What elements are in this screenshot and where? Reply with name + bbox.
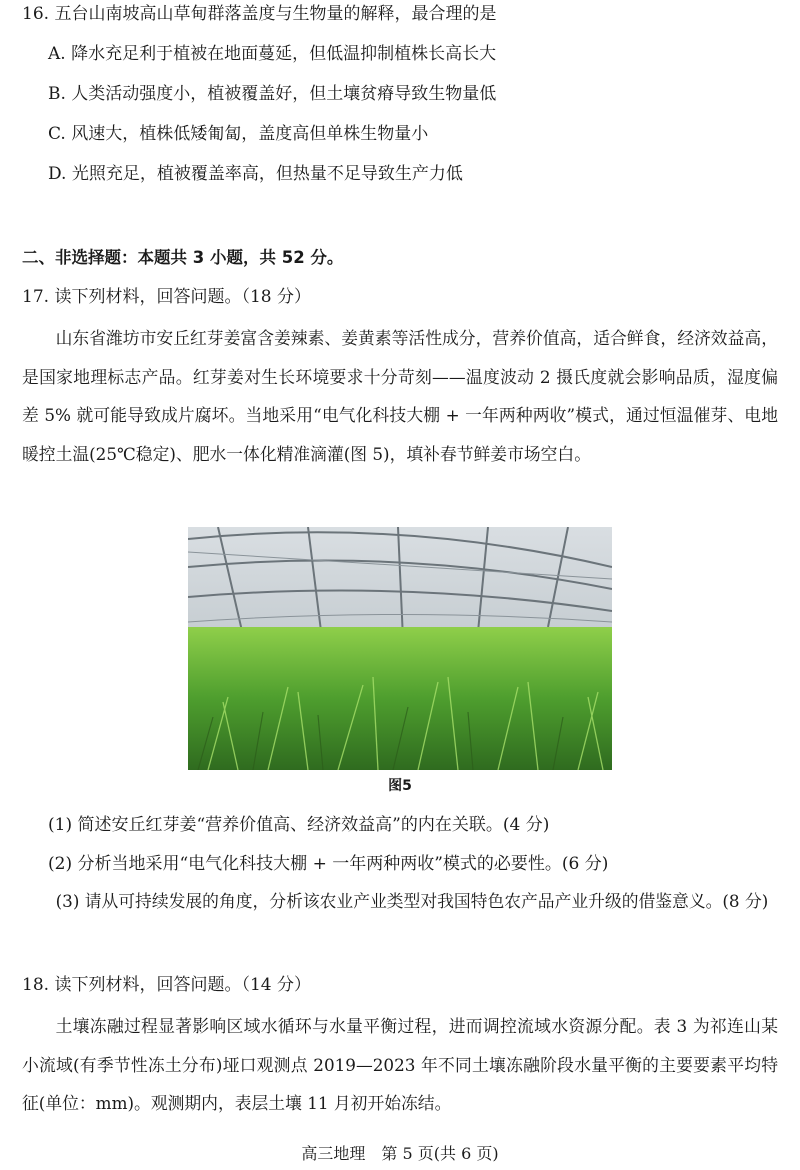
q16-option-a: A. 降水充足利于植被在地面蔓延，但低温抑制植株长高长大 xyxy=(48,44,497,64)
q17-stem: 17. 读下列材料，回答问题。（18 分） xyxy=(22,287,311,307)
q17-question-1: (1) 简述安丘红芽姜“营养价值高、经济效益高”的内在关联。(4 分) xyxy=(48,815,550,835)
q16-option-c: C. 风速大，植株低矮匍匐，盖度高但单株生物量小 xyxy=(48,124,429,144)
page-footer: 高三地理 第 5 页(共 6 页) xyxy=(301,1144,499,1163)
q16-stem: 16. 五台山南坡高山草甸群落盖度与生物量的解释，最合理的是 xyxy=(22,4,497,24)
q16-option-b: B. 人类活动强度小，植被覆盖好，但土壤贫瘠导致生物量低 xyxy=(48,84,497,104)
section-heading: 二、非选择题：本题共 3 小题，共 52 分。 xyxy=(22,248,344,267)
q18-material: 土壤冻融过程显著影响区域水循环与水量平衡过程，进而调控流域水资源分配。表 3 为祁连山某小流域(有季节性冻土分布)垭口观测点 2019—2023 年不同土壤冻融阶段水量平衡的主要要素平均特征(单位：mm)。观测期内，表层土壤 11 月初开始冻结。 xyxy=(22,1016,778,1113)
q17-question-3: (3) 请从可持续发展的角度，分析该农业产业类型对我国特色农产品产业升级的借鉴意义。(8 分) xyxy=(55,891,769,911)
figure-caption: 图5 xyxy=(388,778,412,794)
greenhouse-photo xyxy=(188,527,612,770)
q16-option-d: D. 光照充足，植被覆盖率高，但热量不足导致生产力低 xyxy=(48,164,463,184)
q17-material: 山东省潍坊市安丘红芽姜富含姜辣素、姜黄素等活性成分，营养价值高，适合鲜食，经济效益高，是国家地理标志产品。红芽姜对生长环境要求十分苛刻——温度波动 2 摄氏度就会影响品质，湿度偏差 5% 就可能导致成片腐坏。当地采用“电气化科技大棚 + 一年两种两收”模式，通过恒温催芽、电地暖控土温(25℃稳定)、肥水一体化精准滴灌(图 5)，填补春节鲜姜市场空白。 xyxy=(22,328,778,464)
q18-stem: 18. 读下列材料，回答问题。（14 分） xyxy=(22,975,311,995)
q17-question-2: (2) 分析当地采用“电气化科技大棚 + 一年两种两收”模式的必要性。(6 分) xyxy=(48,854,609,874)
